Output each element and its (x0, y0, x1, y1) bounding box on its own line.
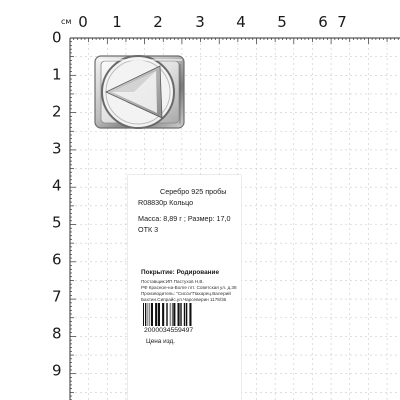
tag-article: R08830p Кольцо (138, 198, 194, 207)
ruler-left-5: 5 (52, 213, 62, 232)
ruler-top-0: 0 (78, 13, 88, 31)
tag-otk: ОТК 3 (138, 225, 159, 234)
barcode-bar (155, 303, 157, 326)
ruler-left-1: 1 (52, 65, 62, 84)
tag-weight-size: Масса: 8,89 г ; Размер: 17,0 (138, 214, 231, 223)
barcode-bar (184, 303, 185, 326)
barcode-graphic (141, 303, 235, 326)
barcode-bar (151, 303, 153, 326)
ruler-left-6: 6 (52, 250, 62, 269)
barcode-bar (180, 303, 181, 326)
tag-address: РФ Красное-на-Волге пгт. Советская ул. д.38 (141, 285, 237, 290)
ruler-left-8: 8 (52, 324, 62, 343)
barcode-bar (162, 303, 164, 326)
ruler-top-4: 4 (236, 13, 246, 31)
barcode-bar (173, 303, 175, 326)
tag-supplier: Поставщик:ИП Пастухов Н.В. (141, 279, 204, 284)
barcode-bar (170, 303, 171, 326)
barcode-bar (158, 303, 160, 326)
ruler-top-7: 7 (337, 13, 347, 31)
ruler-left-2: 2 (52, 102, 62, 121)
ruler-left-4: 4 (52, 176, 62, 195)
barcode-bar (186, 303, 187, 326)
ruler-left-9: 9 (52, 361, 62, 380)
barcode-bar (189, 303, 191, 326)
ruler-top-6: 6 (318, 13, 328, 31)
ruler-left-7: 7 (52, 287, 62, 306)
barcode-bar (178, 303, 180, 326)
barcode-bar (149, 303, 150, 326)
barcode-bar (147, 303, 148, 326)
barcode-number: 2000034559497 (144, 327, 194, 334)
price-label: Цена изд. (146, 338, 176, 345)
ruler-top-1: 1 (112, 13, 122, 31)
ruler-top-3: 3 (195, 13, 205, 31)
tag-manufacturer-address: Бахтин.Сипрайс.ул.Чарсеверин 1178/36 (141, 297, 227, 302)
ruler-left-0: 0 (52, 28, 62, 47)
ruler-top-2: 2 (153, 13, 163, 31)
barcode-bar (145, 303, 146, 326)
ruler-left-3: 3 (52, 139, 62, 158)
ruler-top-5: 5 (277, 13, 287, 31)
tag-coating: Покрытие: Родирование (141, 269, 220, 276)
barcode-bar (172, 303, 173, 326)
barcode-bar (166, 303, 167, 326)
barcode-bar (143, 303, 144, 326)
ruler-unit-label: см (61, 17, 72, 26)
tag-manufacturer: Производитель: "Сисси"Пахарец.Валерий (141, 291, 231, 296)
tag-material: Серебро 925 пробы (160, 187, 227, 196)
